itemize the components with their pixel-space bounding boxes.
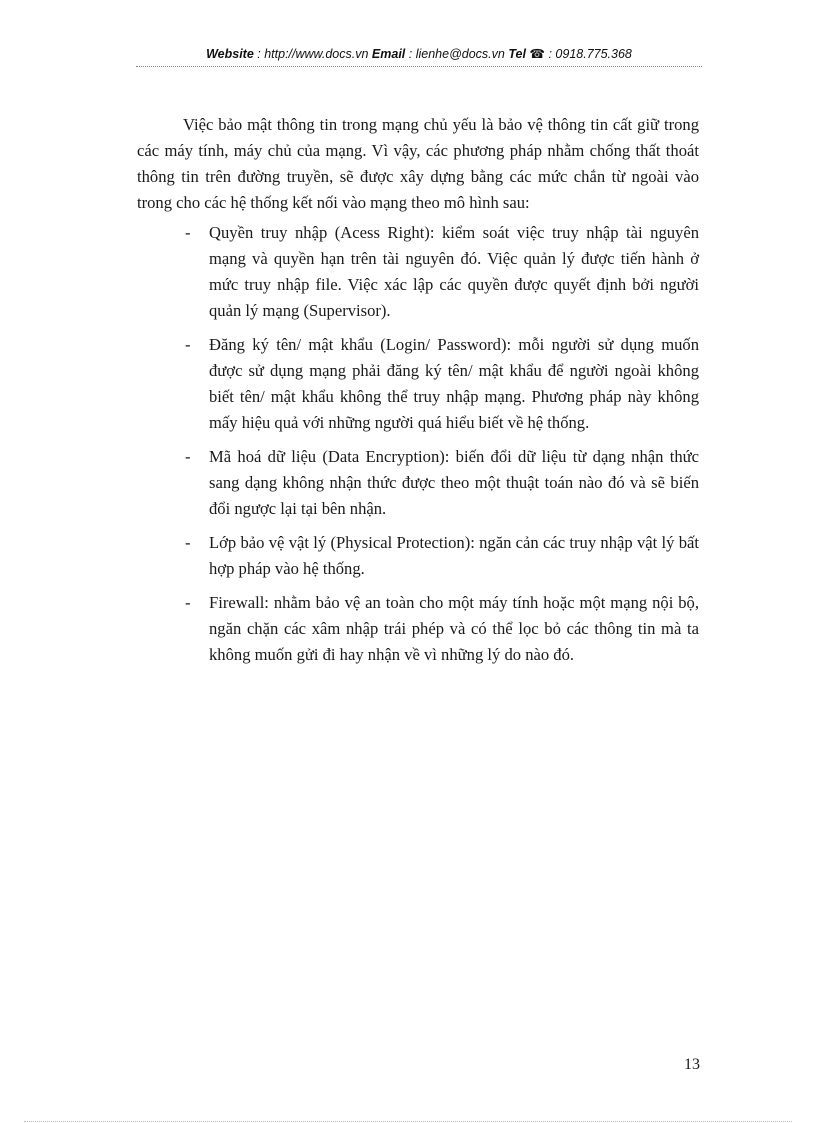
- list-item: [137, 444, 699, 522]
- list-item: [137, 530, 699, 582]
- list-item-text: Firewall: nhằm bảo vệ an toàn cho một máy tính hoặc một mạng nội bộ, ngăn chặn các xâm nhập trái phép và có thể lọc bỏ các thông tin mà ta không muốn gửi đi hay nhận về vì những lý do nào đó.: [209, 593, 699, 664]
- list-item-text: Lớp bảo vệ vật lý (Physical Protection): ngăn cản các truy nhập vật lý bất hợp pháp vào hệ thống.: [209, 533, 699, 578]
- website-url: http://www.docs.vn: [264, 47, 369, 61]
- page-number: 13: [684, 1056, 700, 1073]
- email-label: Email: [371, 47, 406, 61]
- page-content: [137, 112, 699, 676]
- tel-number: 0918.775.368: [555, 47, 632, 61]
- list-item: [137, 332, 699, 436]
- footer-divider: [24, 1121, 792, 1122]
- list-item: [137, 590, 699, 668]
- bullet-dash: -: [185, 335, 191, 354]
- website-separator: :: [253, 47, 265, 61]
- security-levels-list: [137, 220, 699, 668]
- list-item-text: Mã hoá dữ liệu (Data Encryption): biến đổi dữ liệu từ dạng nhận thức sang dạng không nhận thức được theo một thuật toán nào đó và sẽ biến đổi ngược lại tại bên nhận.: [209, 447, 699, 518]
- bullet-dash: -: [185, 447, 191, 466]
- bullet-dash: -: [185, 533, 191, 552]
- bullet-dash: -: [185, 223, 191, 242]
- list-item-text: Đăng ký tên/ mật khẩu (Login/ Password): mỗi người sử dụng muốn được sử dụng mạng phải đăng ký tên/ mật khẩu để người ngoài không biết tên/ mật khẩu không thể truy nhập mạng. Phương pháp này không mấy hiệu quả với những người quá hiểu biết về hệ thống.: [209, 335, 699, 432]
- email-separator: :: [405, 47, 416, 61]
- tel-separator: :: [545, 47, 556, 61]
- list-item: [137, 220, 699, 324]
- tel-label: Tel: [508, 47, 526, 61]
- email-address: lienhe@docs.vn: [415, 47, 505, 61]
- page-header: [136, 46, 702, 61]
- list-item-text: Quyền truy nhập (Acess Right): kiểm soát việc truy nhập tài nguyên mạng và quyền hạn trên tài nguyên đó. Việc quản lý được tiến hành ở mức truy nhập file. Việc xác lập các quyền được quyết định bởi người quản lý mạng (Supervisor).: [209, 223, 699, 320]
- bullet-dash: -: [185, 593, 191, 612]
- header-divider: [136, 66, 702, 67]
- phone-icon: ☎: [529, 47, 545, 61]
- intro-paragraph: Việc bảo mật thông tin trong mạng chủ yếu là bảo vệ thông tin cất giữ trong các máy tính, máy chủ của mạng. Vì vậy, các phương pháp nhằm chống thất thoát thông tin trên đường truyền, sẽ được xây dựng bằng các mức chắn từ ngoài vào trong cho các hệ thống kết nối vào mạng theo mô hình sau:: [137, 115, 699, 212]
- website-label: Website: [206, 47, 254, 61]
